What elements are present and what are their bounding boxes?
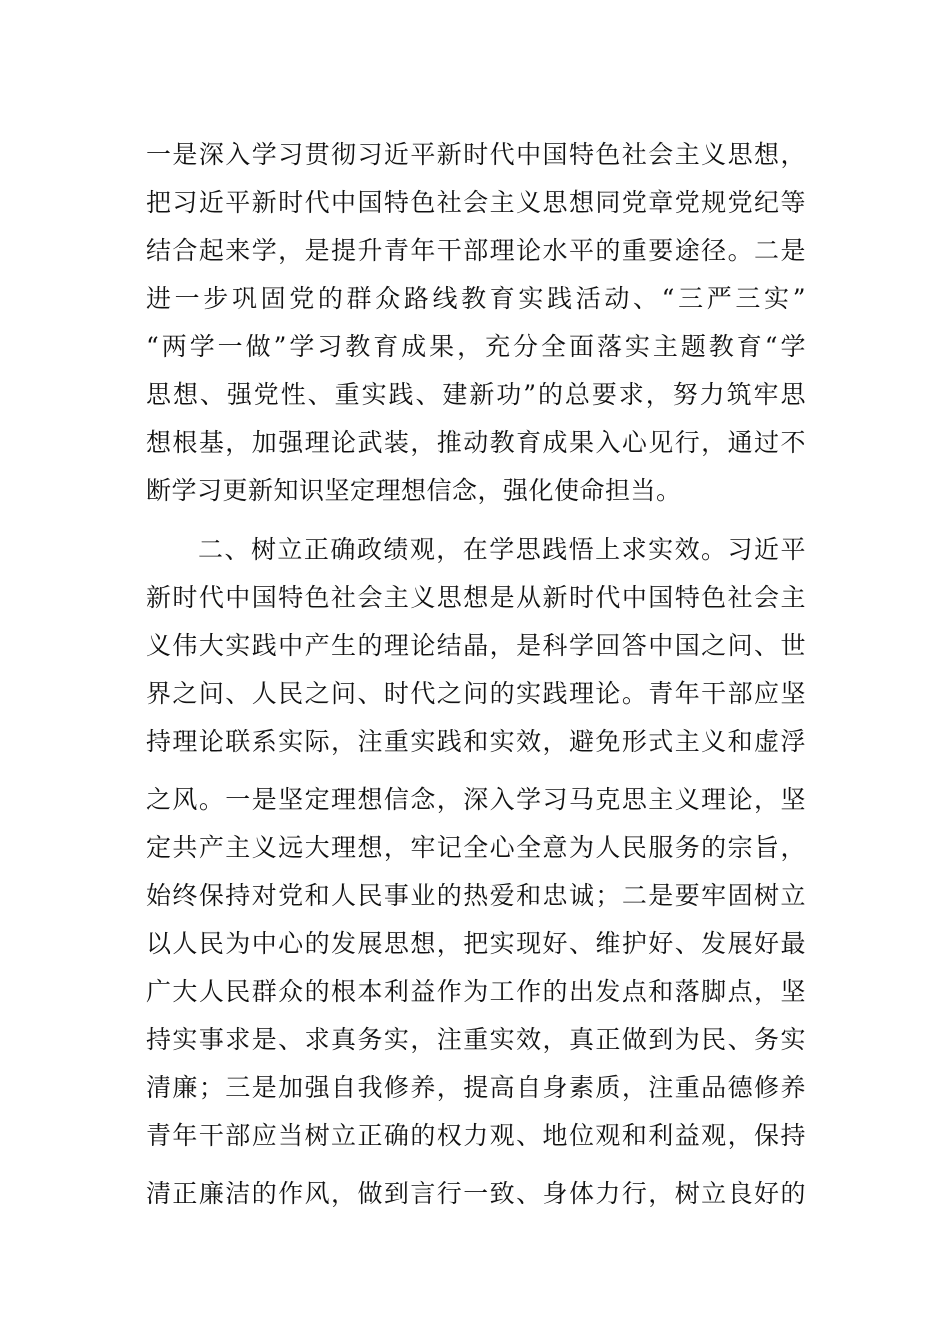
text-line: 断学习更新知识坚定理想信念，强化使命担当。 (146, 476, 682, 505)
text-line: 之风。一是坚定理想信念，深入学习马克思主义理论，坚 (146, 785, 806, 814)
text-line: 青年干部应当树立正确的权力观、地位观和利益观，保持 (146, 1121, 806, 1150)
text-line: 结合起来学，是提升青年干部理论水平的重要途径。二是 (146, 236, 806, 265)
text-line: 进一步巩固党的群众路线教育实践活动、“三严三实” (146, 284, 806, 313)
text-line: 持实事求是、求真务实，注重实效，真正做到为民、务实 (146, 1025, 806, 1054)
text-line: 清正廉洁的作风，做到言行一致、身体力行，树立良好的 (146, 1179, 806, 1208)
text-line: 持理论联系实际，注重实践和实效，避免形式主义和虚浮 (146, 727, 806, 756)
text-line: 思想、强党性、重实践、建新功”的总要求，努力筑牢思 (146, 380, 806, 409)
text-line: 新时代中国特色社会主义思想是从新时代中国特色社会主 (146, 583, 806, 612)
text-line: 清廉；三是加强自我修养，提高自身素质，注重品德修养 (146, 1073, 806, 1102)
text-line: 把习近平新时代中国特色社会主义思想同党章党规党纪等 (146, 188, 806, 217)
section-heading-line: 二、树立正确政绩观，在学思践悟上求实效。习近平 (198, 535, 806, 564)
text-line: 定共产主义远大理想，牢记全心全意为人民服务的宗旨， (146, 833, 806, 862)
text-line: 一是深入学习贯彻习近平新时代中国特色社会主义思想， (146, 140, 806, 169)
text-line: 广大人民群众的根本利益作为工作的出发点和落脚点，坚 (146, 977, 806, 1006)
text-line: 界之问、人民之问、时代之问的实践理论。青年干部应坚 (146, 679, 806, 708)
text-line: “两学一做”学习教育成果，充分全面落实主题教育“学 (146, 332, 806, 361)
text-line: 始终保持对党和人民事业的热爱和忠诚；二是要牢固树立 (146, 881, 806, 910)
text-line: 想根基，加强理论武装，推动教育成果入心见行，通过不 (146, 428, 806, 457)
text-line: 以人民为中心的发展思想，把实现好、维护好、发展好最 (146, 929, 806, 958)
text-line: 义伟大实践中产生的理论结晶，是科学回答中国之问、世 (146, 631, 806, 660)
